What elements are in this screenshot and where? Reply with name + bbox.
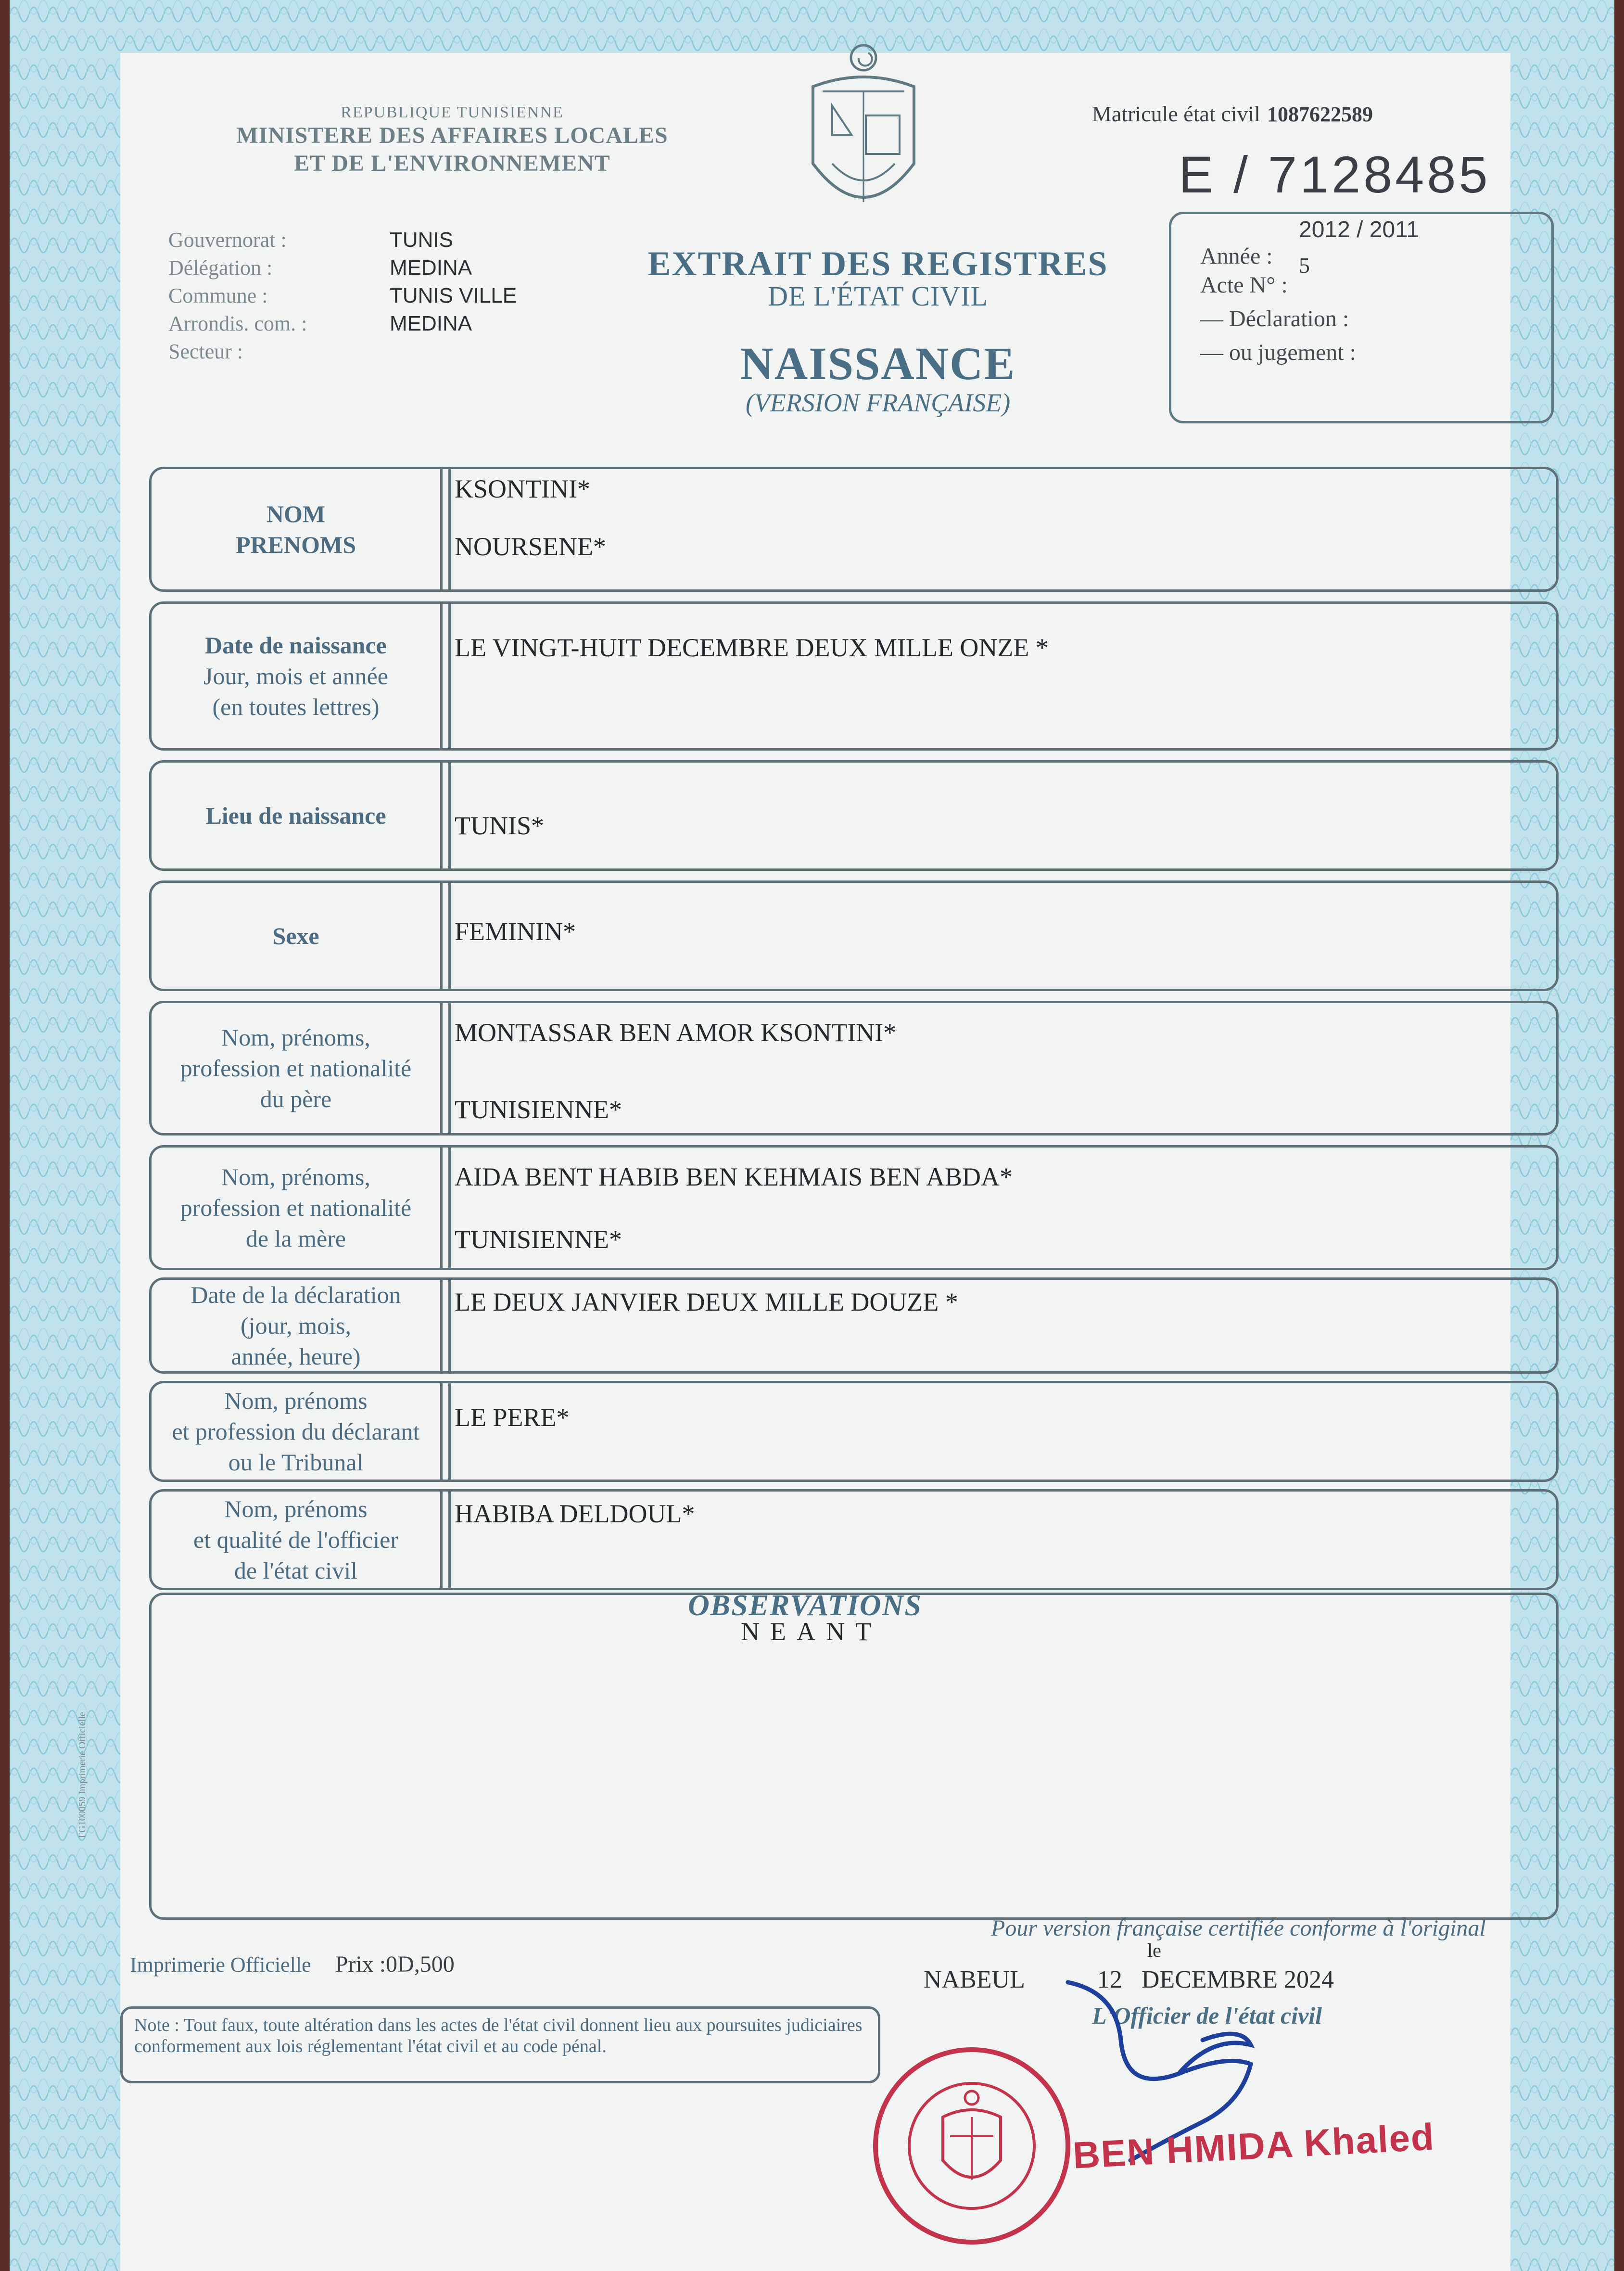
acte-box (1169, 212, 1554, 423)
admin-row (168, 282, 517, 310)
officer-label-1: Nom, prénoms (224, 1495, 368, 1522)
matricule-label: Matricule état civil (1092, 102, 1260, 126)
admin-label: Gouvernorat : (168, 228, 287, 252)
admin-row (168, 226, 517, 254)
declaration-date-label (152, 1280, 440, 1371)
admin-value: TUNIS (390, 228, 453, 252)
admin-label: Secteur : (168, 340, 243, 363)
officer-label-2: et qualité de l'officier (193, 1526, 398, 1553)
father-name-value: MONTASSAR BEN AMOR KSONTINI* (455, 1018, 897, 1047)
row-sex (149, 880, 1559, 991)
document-titles (596, 245, 1159, 418)
birthdate-label (152, 604, 440, 748)
row-mother (149, 1145, 1559, 1270)
admin-row (168, 310, 517, 338)
father-nationality-value: TUNISIENNE* (455, 1095, 622, 1124)
title-version: (VERSION FRANÇAISE) (745, 388, 1011, 417)
title-extract: EXTRAIT DES REGISTRES (647, 244, 1108, 283)
ministry-header (188, 103, 717, 178)
birthdate-label-sub2: (en toutes lettres) (212, 693, 380, 720)
declarant-label-2: et profession du déclarant (172, 1418, 420, 1445)
declarant-label (152, 1383, 440, 1480)
birthplace-value: TUNIS* (455, 811, 544, 840)
signature-name: BEN HMIDA Khaled (1072, 2115, 1436, 2177)
legal-note: Note : Tout faux, toute altération dans les actes de l'état civil donnent lieu aux poursuites judiciaires conformement aux lois réglementant l'état civil et au code pénal. (120, 2006, 880, 2083)
admin-info (168, 226, 517, 366)
side-print-mark: FG100059 Imprimerie Officielle (77, 1712, 88, 1838)
title-etat-civil: DE L'ÉTAT CIVIL (768, 281, 988, 312)
acte-value: 5 (1299, 253, 1310, 278)
row-officer (149, 1489, 1559, 1590)
declaration-label: — Déclaration : (1200, 306, 1349, 332)
mother-nationality-value: TUNISIENNE* (455, 1225, 622, 1254)
price: Prix :0D,500 (335, 1952, 455, 1977)
row-declaration-date (149, 1277, 1559, 1374)
admin-value: MEDINA (390, 312, 472, 335)
matricule (1092, 101, 1373, 127)
row-divider (440, 1489, 451, 1590)
row-divider (440, 880, 451, 991)
document-content (77, 19, 1506, 2261)
acte-label: Acte N° : (1200, 272, 1288, 298)
place: NABEUL (924, 1966, 1025, 1993)
row-birthplace (149, 760, 1559, 871)
declaration-date-value: LE DEUX JANVIER DEUX MILLE DOUZE * (455, 1288, 958, 1316)
mother-label (152, 1148, 440, 1268)
ministry-line-1: MINISTERE DES AFFAIRES LOCALES (236, 123, 668, 148)
republic-line: REPUBLIQUE TUNISIENNE (341, 103, 564, 121)
admin-row (168, 254, 517, 282)
birthplace-label: Lieu de naissance (205, 802, 386, 829)
year-label: Année : (1200, 243, 1273, 269)
matricule-value: 1087622589 (1267, 102, 1373, 126)
declaration-date-label-2: (jour, mois, (241, 1312, 351, 1339)
birthdate-label-main: Date de naissance (205, 632, 387, 659)
birthdate-value: LE VINGT-HUIT DECEMBRE DEUX MILLE ONZE * (455, 633, 1049, 662)
mother-label-1: Nom, prénoms, (221, 1163, 370, 1190)
municipal-stamp-icon (866, 2040, 1078, 2252)
declarant-value: LE PERE* (455, 1403, 570, 1432)
father-label-3: du père (260, 1085, 332, 1112)
nom-label: NOM (266, 500, 326, 527)
row-birthdate (149, 601, 1559, 751)
admin-label: Arrondis. com. : (168, 312, 307, 335)
footer-printer (130, 1951, 455, 1978)
name-label (152, 469, 440, 589)
observations-title: OBSERVATIONS (688, 1589, 922, 1622)
document-page (10, 0, 1614, 2271)
serial-number: E / 7128485 (1179, 145, 1491, 204)
year-value: 2012 / 2011 (1299, 217, 1420, 242)
officer-title: L'Officier de l'état civil (1092, 2002, 1322, 2029)
row-divider (440, 1277, 451, 1374)
father-label-2: profession et nationalité (180, 1055, 412, 1082)
officer-value: HABIBA DELDOUL* (455, 1499, 695, 1528)
officer-label-3: de l'état civil (234, 1557, 358, 1584)
admin-label: Commune : (168, 284, 268, 307)
admin-value: TUNIS VILLE (390, 284, 517, 307)
sex-value: FEMININ* (455, 917, 576, 946)
father-label (152, 1003, 440, 1133)
officer-label (152, 1492, 440, 1588)
row-father (149, 1001, 1559, 1136)
declarant-label-3: ou le Tribunal (228, 1449, 364, 1476)
mother-label-2: profession et nationalité (180, 1194, 412, 1221)
row-declarant (149, 1381, 1559, 1482)
prenoms-value: NOURSENE* (455, 532, 607, 561)
declaration-date-label-1: Date de la déclaration (190, 1281, 401, 1308)
admin-label: Délégation : (168, 256, 273, 280)
sex-label: Sexe (272, 922, 319, 949)
prenoms-label: PRENOMS (236, 531, 356, 558)
observations-value: NEANT (741, 1617, 882, 1646)
jugement-label: — ou jugement : (1200, 340, 1356, 365)
certification-text: Pour version française certifiée conforme à l'original (991, 1915, 1486, 1941)
declarant-label-1: Nom, prénoms (224, 1387, 368, 1414)
row-divider (440, 1381, 451, 1482)
ministry-line-2: ET DE L'ENVIRONNEMENT (294, 151, 610, 176)
declaration-date-label-3: année, heure) (231, 1343, 361, 1370)
birthdate-label-sub1: Jour, mois et année (203, 663, 388, 689)
mother-name-value: AIDA BENT HABIB BEN KEHMAIS BEN ABDA* (455, 1162, 1013, 1191)
row-divider (440, 467, 451, 592)
title-naissance: NAISSANCE (740, 338, 1016, 389)
row-divider (440, 1145, 451, 1270)
month-year: DECEMBRE 2024 (1141, 1966, 1334, 1993)
father-label-1: Nom, prénoms, (221, 1024, 370, 1051)
day-suffix: le (1147, 1939, 1161, 1961)
nom-value: KSONTINI* (455, 474, 590, 503)
tunisia-coat-of-arms-icon (794, 38, 933, 231)
mother-label-3: de la mère (245, 1225, 346, 1252)
row-divider (440, 760, 451, 871)
row-name (149, 467, 1559, 592)
admin-row (168, 338, 517, 366)
day: 12 (1097, 1966, 1122, 1993)
admin-value: MEDINA (390, 256, 472, 280)
printer-name: Imprimerie Officielle (130, 1953, 311, 1977)
row-divider (440, 1001, 451, 1136)
row-divider (440, 601, 451, 751)
